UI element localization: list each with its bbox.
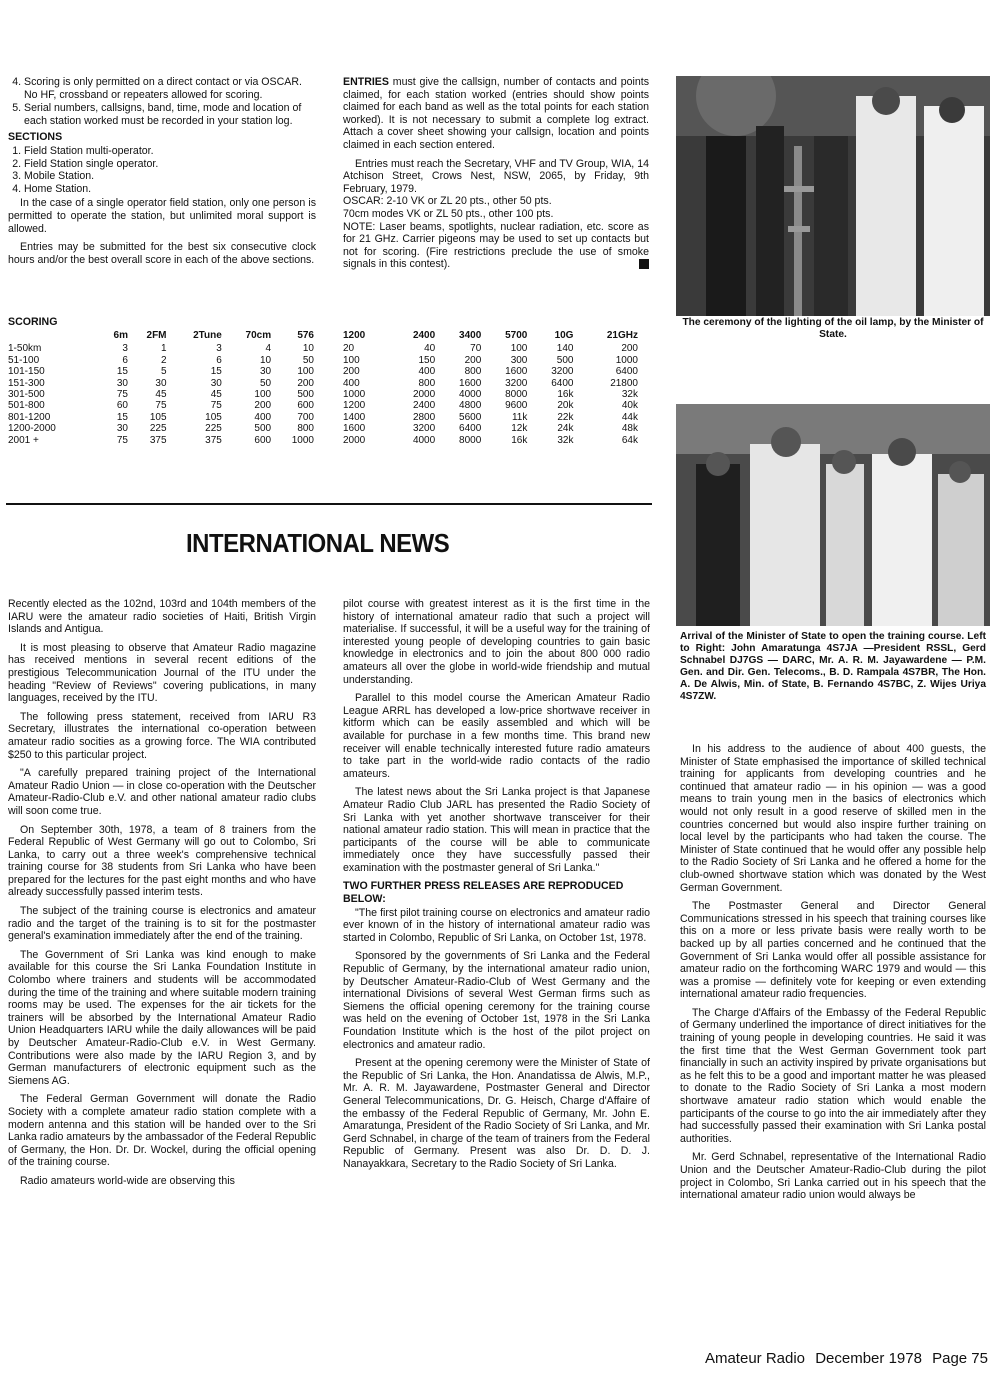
scoring-column-header: 2Tune bbox=[193, 330, 222, 341]
page-footer bbox=[699, 1350, 988, 1367]
score-cell: 75 bbox=[116, 434, 128, 446]
scoring-column-header: 1200 bbox=[343, 330, 366, 341]
score-cell: 15 bbox=[116, 366, 128, 378]
scoring-row bbox=[343, 378, 638, 389]
scoring-row bbox=[343, 412, 638, 423]
paragraph: "The first pilot training course on electronics and amateur radio ever known of in the history of international amateur radio was started in Colombo, Republic of Sri Lanka, on October 1st, 1978. bbox=[343, 906, 650, 944]
score-cell: 4000 bbox=[459, 389, 482, 401]
paragraph: In the case of a single operator field station, only one person is permitted to operate the station, but unlimited moral support is allowed. bbox=[8, 197, 316, 235]
score-cell: 48k bbox=[621, 423, 638, 435]
photo-caption-arrival: Arrival of the Minister of State to open the training course. Left to Right: John Amaratunga 4S7JA —President RSSL, Gerd Schnabel DJ7GS — DARC, Mr. A. R. M. Jayawardene — P.M. Gen. and Dir. Gen. Telecoms., B. D. Rampala 4S7BR, The Hon. A. De Alwis, Min. of State, B. Fernando 4S7BC, Z. Wijes Uriya 4S7ZW. bbox=[680, 631, 986, 702]
scoring-table-left bbox=[8, 330, 314, 446]
paragraph: The latest news about the Sri Lanka project is that Japanese Amateur Radio Club JARL has presented the Radio Society of Sri Lanka with yet another shortwave transceiver for their national amateur radio station. This will mean in practice that the participants of the course will be able to communicate immediately once they have successfully passed their examination with the postmaster general of Sri Lanka." bbox=[343, 786, 650, 874]
distance-range: 101-150 bbox=[8, 366, 45, 378]
article-column-3 bbox=[680, 743, 986, 1208]
score-cell: 140 bbox=[556, 343, 574, 355]
score-cell: 1400 bbox=[343, 411, 366, 423]
score-cell: 800 bbox=[418, 377, 436, 389]
score-cell: 400 bbox=[343, 377, 360, 389]
scoring-row bbox=[8, 423, 314, 434]
paragraph: Mr. Gerd Schnabel, representative of the International Radio Union and the Deutscher Amateur-Radio-Club during the pilot project in Colombo, Sri Lanka carried out in his speech that the international amateur radio union would always be bbox=[680, 1151, 986, 1202]
sections-heading: SECTIONS bbox=[8, 131, 63, 144]
distance-range: 301-500 bbox=[8, 389, 45, 401]
score-cell: 6400 bbox=[551, 377, 574, 389]
score-cell: 15 bbox=[210, 366, 222, 378]
paragraph: The Postmaster General and Director General Communications stressed in his speech that training courses like this on a more or less private basis were really worth to be backed up by all parties concerned and he continued that the Government of Sri Lanka would offer all possible assistance for amateur radio on the forthcoming WARC 1979 and would — this was a promise — definitely vote for keeping or even extending international amateur radio frequencies. bbox=[680, 900, 986, 1001]
paragraph: Recently elected as the 102nd, 103rd and 104th members of the IARU were the amateur radio societies of Haiti, British Virgin Islands and Antigua. bbox=[8, 598, 316, 636]
score-cell: 6 bbox=[216, 354, 222, 366]
score-cell: 800 bbox=[297, 423, 314, 435]
scoring-row bbox=[8, 355, 314, 366]
scoring-row bbox=[8, 378, 314, 389]
rule-item: 5. Serial numbers, callsigns, band, time, mode and location of each station worked must be recorded in your station log. bbox=[24, 102, 316, 127]
scoring-table-right bbox=[343, 330, 638, 446]
scoring-row bbox=[8, 412, 314, 423]
paragraph: The Charge d'Affairs of the Embassy of the Federal Republic of Germany underlined the importance of direct initiatives for the training of young people in developing countries. He said it was the first time that the West German Government took part financially in such an activity inspired by private organisations but as he felt this to be a good and important matter he was pleased to donate to the Radio Society of Sri Lanka a most modern shortwave amateur radio station which would enable the participants of the course to go into the air immediately after they had successfully passed their examination with Sri Lanka postal authorities. bbox=[680, 1006, 986, 1145]
score-cell: 70 bbox=[470, 343, 482, 355]
paragraph: "A carefully prepared training project of the International Amateur Radio Union — in close co-operation with the Deutscher Amateur-Radio-Club e.V. and other national amateur radio clubs will soon come true. bbox=[8, 767, 316, 817]
score-cell: 700 bbox=[297, 411, 314, 423]
scoring-row bbox=[343, 435, 638, 446]
score-cell: 22k bbox=[557, 411, 574, 423]
score-cell: 200 bbox=[343, 366, 360, 378]
score-cell: 21800 bbox=[610, 377, 638, 389]
scoring-column-header bbox=[8, 330, 100, 343]
article-column-1 bbox=[8, 598, 316, 1194]
scoring-header-row bbox=[343, 330, 638, 343]
photo-oil-lamp-ceremony bbox=[676, 76, 990, 316]
score-cell: 50 bbox=[302, 354, 314, 366]
score-cell: 225 bbox=[149, 423, 167, 435]
score-cell: 1600 bbox=[343, 423, 366, 435]
paragraph: Parallel to this model course the American Amateur Radio League ARRL has developed a low-price shortwave receiver in kitform which can be easily assembled and which will be available for purchase in a few months time. This brand new receiver will enable technically interested future radio amateurs to take part in the world-wide radio contacts of the radio amateurs. bbox=[343, 692, 650, 780]
column-2-paragraphs bbox=[343, 598, 650, 874]
score-cell: 200 bbox=[621, 343, 638, 355]
score-cell: 6400 bbox=[459, 423, 482, 435]
score-cell: 4800 bbox=[459, 400, 482, 412]
distance-range: 2001 + bbox=[8, 434, 39, 446]
scoring-column-header: 6m bbox=[113, 330, 128, 341]
score-cell: 5 bbox=[160, 366, 167, 378]
distance-range: 51-100 bbox=[8, 354, 40, 366]
scoring-column-header: 5700 bbox=[505, 330, 528, 341]
paragraph: Entries must reach the Secretary, VHF and TV Group, WIA, 14 Atchison Street, Crows Nest, NSW, 2065, by Friday, 9th February, 1979. bbox=[343, 157, 649, 195]
score-cell: 20k bbox=[557, 400, 574, 412]
oscar-line: OSCAR: 2-10 VK or ZL 20 pts., other 50 pts. bbox=[343, 195, 552, 208]
scoring-row bbox=[8, 400, 314, 411]
score-cell: 375 bbox=[149, 434, 167, 446]
score-cell: 5600 bbox=[459, 411, 482, 423]
paragraph: The subject of the training course is electronics and amateur radio and the target of the training is to sit for the postmaster general's examination immediately after the end of the training. bbox=[8, 905, 316, 943]
press-releases-heading: TWO FURTHER PRESS RELEASES ARE REPRODUCED BELOW: bbox=[343, 880, 624, 906]
score-cell: 225 bbox=[205, 423, 222, 435]
score-cell: 16k bbox=[511, 434, 528, 446]
score-cell: 8000 bbox=[459, 434, 482, 446]
paragraph: Radio amateurs world-wide are observing this bbox=[20, 1174, 235, 1187]
score-cell: 15 bbox=[116, 411, 128, 423]
photo-minister-arrival bbox=[676, 404, 990, 626]
score-cell: 40k bbox=[621, 400, 638, 412]
score-cell: 3200 bbox=[412, 423, 436, 435]
scoring-row bbox=[343, 366, 638, 377]
score-cell: 75 bbox=[210, 400, 222, 412]
issue-date: December 1978 bbox=[815, 1350, 922, 1367]
score-cell: 100 bbox=[254, 389, 272, 401]
paragraph: In his address to the audience of about 400 guests, the Minister of State emphasised the importance of skilled technical training for applicants from developing countries and he continued that amateur radio — in his opinion — was a good means to train young men in the basics of electronics which would not only result in a good reserve of skilled men in the countries concerned but would also inspire further training on local level by the participants who had taken the course. The Minister of State continued that he would offer any possible help to the Radio Society of Sri Lanka and he offered a home for the club-owned shortwave station which was donated by the West German Government. bbox=[680, 743, 986, 894]
distance-range: 801-1200 bbox=[8, 411, 51, 423]
contest-rules-column bbox=[8, 76, 316, 272]
entries-lead: ENTRIES bbox=[343, 76, 389, 88]
paragraph: The Federal German Government will donate the Radio Society with a complete amateur radio station complete with a modern antenna and this station will be handed over to the Sri Lanka radio amateurs by the ambassador of the Federal Republic of Germany, the Hon. Dr. Dr. Wockel, during the official opening of the training course. bbox=[8, 1093, 316, 1169]
score-cell: 10 bbox=[259, 354, 272, 366]
score-cell: 9600 bbox=[505, 400, 528, 412]
scoring-header-row bbox=[8, 330, 314, 343]
score-cell: 30 bbox=[210, 377, 222, 389]
score-cell: 375 bbox=[205, 434, 222, 446]
publication-name: Amateur Radio bbox=[704, 1350, 806, 1367]
scoring-row bbox=[8, 343, 314, 354]
section-item: 4. Home Station. bbox=[24, 183, 316, 196]
score-cell: 400 bbox=[254, 411, 272, 423]
score-cell: 200 bbox=[297, 377, 314, 389]
column-3-paragraphs bbox=[680, 743, 986, 1202]
score-cell: 20 bbox=[343, 343, 355, 355]
column-2-press-paragraphs bbox=[343, 907, 650, 1171]
score-cell: 3 bbox=[122, 343, 128, 355]
scoring-rules-list bbox=[8, 76, 316, 127]
modes-line: 70cm modes VK or ZL 50 pts., other 100 pts. bbox=[343, 207, 554, 220]
score-cell: 1000 bbox=[291, 434, 314, 446]
score-cell: 16k bbox=[557, 389, 574, 401]
score-cell: 3200 bbox=[505, 377, 528, 389]
minister-arrival-image bbox=[676, 404, 990, 626]
sections-list bbox=[8, 145, 316, 195]
score-cell: 800 bbox=[464, 366, 482, 378]
section-item: 1. Field Station multi-operator. bbox=[24, 145, 316, 158]
score-cell: 105 bbox=[205, 411, 222, 423]
score-cell: 200 bbox=[254, 400, 272, 412]
score-cell: 32k bbox=[621, 389, 638, 401]
scoring-column-header: 10G bbox=[554, 330, 574, 341]
distance-range: 151-300 bbox=[8, 377, 45, 389]
end-mark bbox=[639, 259, 649, 269]
score-cell: 64k bbox=[621, 434, 638, 446]
score-cell: 1200 bbox=[343, 400, 366, 412]
scoring-row bbox=[343, 355, 638, 366]
distance-range: 1200-2000 bbox=[8, 423, 56, 435]
score-cell: 44k bbox=[621, 411, 638, 423]
scoring-column-header: 3400 bbox=[459, 330, 482, 341]
score-cell: 40 bbox=[424, 343, 436, 355]
score-cell: 30 bbox=[116, 377, 128, 389]
paragraph: It is most pleasing to observe that Amateur Radio magazine has received mentions in several recent editions of the prestigious Telecommunication Journal of the ITU under the heading "Review of Reviews" covering publications, in many languages, received by the ITU. bbox=[8, 641, 316, 705]
note-paragraph: NOTE: Laser beams, spotlights, nuclear radiation, etc. score as for 21 GHz. Carrier pigeons may be used to set up contacts but not for scoring. (Fire restrictions preclude the use of smoke signals in this contest). bbox=[343, 220, 649, 271]
scoring-heading: SCORING bbox=[8, 316, 58, 328]
entries-paragraph: ENTRIES must give the callsign, number of contacts and points claimed, for each station worked (entries should show points claimed for each band as well as the total points for each station worked). It is not necessary to submit a complete log extract. Attach a cover sheet showing your callsign, location and points claimed in each section entered. bbox=[343, 76, 649, 151]
paragraph: On September 30th, 1978, a team of 8 trainers from the Federal Republic of West Germany will go out to Colombo, Sri Lanka, to carry out a three week's comprehensive technical training course for 38 students from Sri Lanka who have been prepared for the lectures for the past eight months and who have already successfully passed interim tests. bbox=[8, 823, 316, 899]
scoring-row bbox=[8, 389, 314, 400]
section-item: 3. Mobile Station. bbox=[24, 170, 316, 183]
score-cell: 2000 bbox=[412, 389, 436, 401]
paragraph: Sponsored by the governments of Sri Lanka and the Federal Republic of Germany, by the international amateur radio union, by Deutscher Amateur-Radio-Club of West Germany and the international Divisions of several West German firms such as Siemens the official opening ceremony for the training course was held on the evening of October 1st, 1978 in the Sri Lanka Foundation Institute which is the host of the pilot project on electronics and amateur radio. bbox=[343, 950, 650, 1051]
paragraph: pilot course with greatest interest as it is the first time in the history of international amateur radio that such a project will materialise. If successful, it will be a useful way for the training of interested young people of developing countries to gain basic knowledge in electronics and to join the about 800 000 radio amateurs all over the globe in world-wide friendship and mutual understanding. bbox=[343, 598, 650, 686]
scoring-column-header: 21GHz bbox=[606, 330, 638, 341]
oil-lamp-ceremony-image bbox=[676, 76, 990, 316]
score-cell: 600 bbox=[297, 400, 314, 412]
scoring-row bbox=[343, 343, 638, 354]
score-cell: 100 bbox=[510, 343, 528, 355]
scoring-column-header: 2FM bbox=[146, 330, 167, 341]
score-cell: 11k bbox=[511, 411, 528, 423]
rule-item: 4. Scoring is only permitted on a direct contact or via OSCAR. No HF, crossband or repeaters allowed for scoring. bbox=[24, 76, 316, 101]
score-cell: 100 bbox=[343, 354, 360, 366]
score-cell: 600 bbox=[254, 434, 272, 446]
score-cell: 6 bbox=[122, 354, 128, 366]
score-cell: 30 bbox=[259, 366, 272, 378]
score-cell: 1600 bbox=[459, 377, 482, 389]
score-cell: 8000 bbox=[505, 389, 528, 401]
distance-range: 501-800 bbox=[8, 400, 45, 412]
score-cell: 500 bbox=[254, 423, 272, 435]
paragraph: Present at the opening ceremony were the Minister of State of the Republic of Sri Lanka, the Hon. Anandatissa de Alwis, M.P., Mr. A. R. M. Jayawardene, Postmaster General and Director General Telecommunications, Dr. G. Heisch, Charge d'Affaire of the embassy of the Federal Republic of Germany, Mr. John E. Amaratunga, President of the Radio Society of Sri Lanka, and Mr. Gerd Schnabel, in charge of the team of trainers from the Federal Republic of Germany. Present was also Dr. D. D. J. Nanayakkara, Secretary to the Radio Society of Sri Lanka. bbox=[343, 1057, 650, 1170]
score-cell: 1600 bbox=[505, 366, 528, 378]
score-cell: 4 bbox=[265, 343, 272, 355]
scoring-row bbox=[8, 366, 314, 377]
score-cell: 24k bbox=[557, 423, 574, 435]
score-cell: 10 bbox=[302, 343, 314, 355]
scoring-column-header: 70cm bbox=[245, 330, 272, 341]
score-cell: 500 bbox=[297, 389, 314, 401]
section-item: 2. Field Station single operator. bbox=[24, 158, 316, 171]
score-cell: 500 bbox=[556, 354, 574, 366]
score-cell: 12k bbox=[511, 423, 528, 435]
distance-range: 1-50km bbox=[8, 343, 42, 355]
entries-column bbox=[343, 76, 649, 271]
score-cell: 2400 bbox=[412, 400, 436, 412]
score-cell: 60 bbox=[116, 400, 128, 412]
score-cell: 1000 bbox=[615, 354, 638, 366]
score-cell: 30 bbox=[155, 377, 167, 389]
score-cell: 32k bbox=[557, 434, 574, 446]
score-cell: 30 bbox=[116, 423, 128, 435]
score-cell: 200 bbox=[464, 354, 482, 366]
score-cell: 105 bbox=[149, 411, 167, 423]
scoring-column-header: 2400 bbox=[412, 330, 436, 341]
scoring-row bbox=[8, 435, 314, 446]
score-cell: 2800 bbox=[412, 411, 436, 423]
score-cell: 6400 bbox=[615, 366, 638, 378]
scoring-row bbox=[343, 389, 638, 400]
score-cell: 1 bbox=[160, 343, 167, 355]
score-cell: 3 bbox=[216, 343, 222, 355]
photo-caption-oil-lamp: The ceremony of the lighting of the oil lamp, by the Minister of State. bbox=[682, 317, 984, 340]
score-cell: 45 bbox=[210, 389, 222, 401]
score-cell: 100 bbox=[297, 366, 314, 378]
scoring-row bbox=[343, 400, 638, 411]
paragraph: The Government of Sri Lanka was kind enough to make available for this course the Sri Lanka Foundation Institute in Colombo where trainers and students will be accommodated during the time of the training and where suitable modern training rooms may be used. The expenses for the air tickets for the trainers will be absorbed by the International Amateur Radio Union Headquarters IARU while the daily allowances will be paid by Deutscher Amateur-Radio-Club e.V. in West Germany. Contributions were also made by the IARU Region 3, and by German manufacturers of electronic equipment such as the Siemens AG. bbox=[8, 948, 316, 1087]
score-cell: 150 bbox=[418, 354, 436, 366]
article-column-2 bbox=[343, 598, 650, 1177]
column-1-paragraphs bbox=[8, 598, 316, 1188]
section-divider bbox=[6, 503, 652, 505]
paragraph: Entries may be submitted for the best six consecutive clock hours and/or the best overall score in each of the above sections. bbox=[8, 241, 316, 266]
page-number: Page 75 bbox=[932, 1350, 988, 1367]
score-cell: 2 bbox=[160, 354, 167, 366]
score-cell: 1000 bbox=[343, 389, 366, 401]
score-cell: 400 bbox=[418, 366, 436, 378]
article-title: INTERNATIONAL NEWS bbox=[186, 528, 450, 558]
score-cell: 50 bbox=[259, 377, 272, 389]
score-cell: 2000 bbox=[343, 434, 366, 446]
paragraph: The following press statement, received from IARU R3 Secretary, illustrates the international co-operation between amateur radio socities as a growing force. The WIA contributed $250 to this particular project. bbox=[8, 710, 316, 761]
score-cell: 300 bbox=[510, 354, 528, 366]
score-cell: 75 bbox=[155, 400, 167, 412]
scoring-column-header: 576 bbox=[297, 330, 314, 341]
scoring-row bbox=[343, 423, 638, 434]
score-cell: 3200 bbox=[551, 366, 574, 378]
score-cell: 45 bbox=[155, 389, 167, 401]
score-cell: 4000 bbox=[412, 434, 436, 446]
score-cell: 75 bbox=[116, 389, 128, 401]
